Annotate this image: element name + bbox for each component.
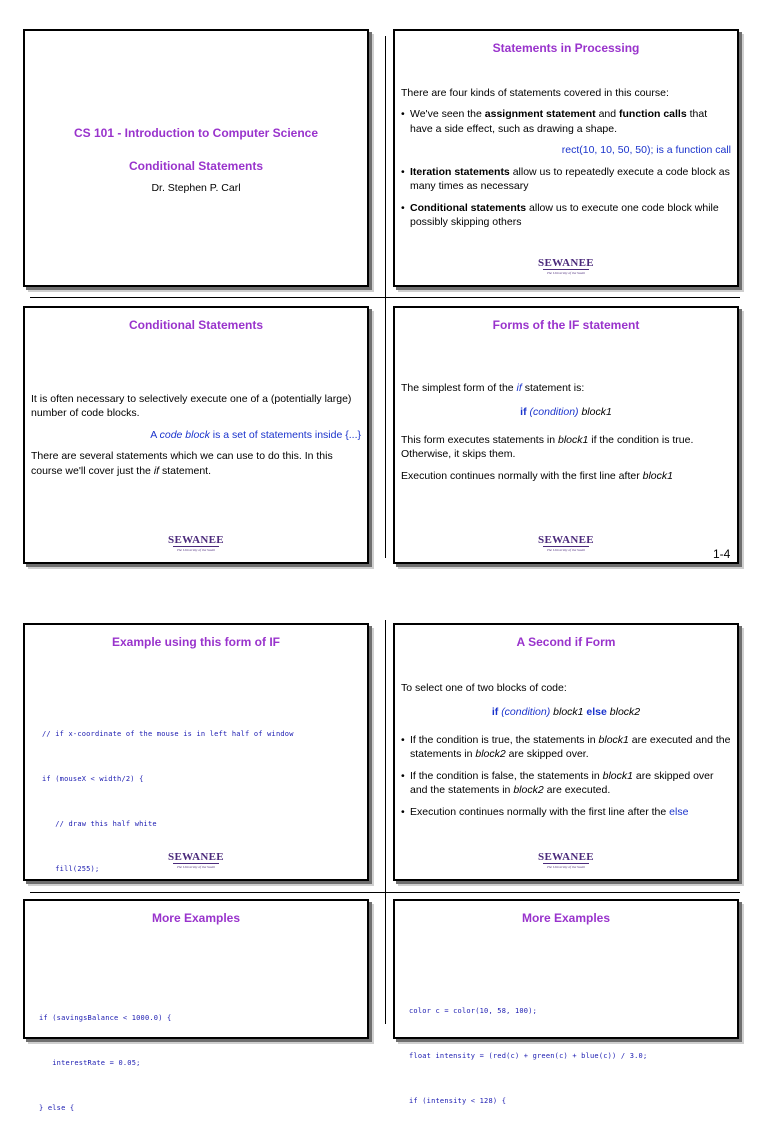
horizontal-separator-top [30,297,740,298]
vertical-separator-bottom [385,620,386,1024]
page-number: 1-4 [713,547,731,561]
author-name: Dr. Stephen P. Carl [151,182,241,194]
bullet-execution-continues: • Execution continues normally with the first line after the else [401,805,689,818]
bullet-condition-false: • If the condition is false, the statements in block1 are skipped over and the statements in block2 are executed. [401,769,714,797]
paragraph-code-blocks: It is often necessary to selectively execute one of a (potentially large) number of code blocks. [31,393,352,420]
slide-title: Statements in Processing [492,41,640,55]
code-listing [409,974,731,1139]
slide-forms-of-if [393,306,739,564]
slide-more-examples-left [23,899,369,1112]
executes-text: This form executes statements in block1 if the condition is true. Otherwise, it skips them. [401,433,694,461]
slide-title: Example using this form of IF [111,635,281,649]
bullet-iteration: • Iteration statements allow us to repeatedly execute a code block as many times as necessary [401,165,730,193]
sewanee-logo: SEWANEE The University of the South [168,851,224,869]
slide-title: Conditional Statements [128,318,263,332]
bullet-condition-true: • If the condition is true, the statements in block1 are executed and the statements in block2 are skipped over. [401,733,731,761]
function-call-example: rect(10, 10, 50, 50); is a function call [561,144,731,157]
slide-second-if-form [393,623,739,881]
sewanee-logo: SEWANEE The University of the South [538,534,594,552]
paragraph-if-statement: There are several statements which we can use to do this. In this course we'll cover just the if statement. [31,450,333,477]
slide-title: More Examples [151,911,241,925]
code-line: if (savingsBalance < 1000.0) { [39,1014,172,1022]
slide-example-if [23,623,369,881]
code-line: if (intensity < 128) { [409,1097,507,1105]
topic-title: Conditional Statements [128,159,263,173]
code-line: interestRate = 0.05; [39,1059,141,1067]
code-block-definition: A code block is a set of statements inside {...} [150,428,361,441]
continues-text: Execution continues normally with the first line after block1 [401,469,673,482]
bullet-assignment: • We've seen the assignment statement and function calls that have a side effect, such as drawing a shape. [401,108,708,135]
sewanee-logo: SEWANEE The University of the South [538,257,594,275]
slide-title: Forms of the IF statement [492,318,640,332]
code-line: // draw this half white [42,820,157,828]
simplest-form-text: The simplest form of the if statement is: [401,382,585,394]
slide-title: More Examples [521,911,611,925]
code-line: // if x-coordinate of the mouse is in left half of window [42,730,294,738]
sewanee-logo: SEWANEE The University of the South [538,851,594,869]
sewanee-logo: SEWANEE The University of the South [168,534,224,552]
slide-statements-in-processing [393,29,739,287]
code-line: color c = color(10, 58, 100); [409,1007,538,1015]
code-line: fill(255); [42,865,100,873]
bullet-conditional: • Conditional statements allow us to execute one code block while possibly skipping others [401,201,719,229]
course-title: CS 101 - Introduction to Computer Science [73,126,319,140]
slide-conditional-statements [23,306,369,564]
if-syntax: if (condition) block1 [520,406,612,419]
code-line: if (mouseX < width/2) { [42,775,144,783]
intro-text: To select one of two blocks of code: [401,682,567,694]
code-listing [39,981,361,1146]
if-else-syntax: if (condition) block1 else block2 [491,706,641,719]
intro-text: There are four kinds of statements covered in this course: [401,87,669,99]
code-line: } else { [39,1104,75,1112]
slide-more-examples-right [393,899,739,1105]
slide-title-page [23,29,369,287]
slide-title: A Second if Form [516,635,616,649]
code-line: float intensity = (red(c) + green(c) + blue(c)) / 3.0; [409,1052,648,1060]
